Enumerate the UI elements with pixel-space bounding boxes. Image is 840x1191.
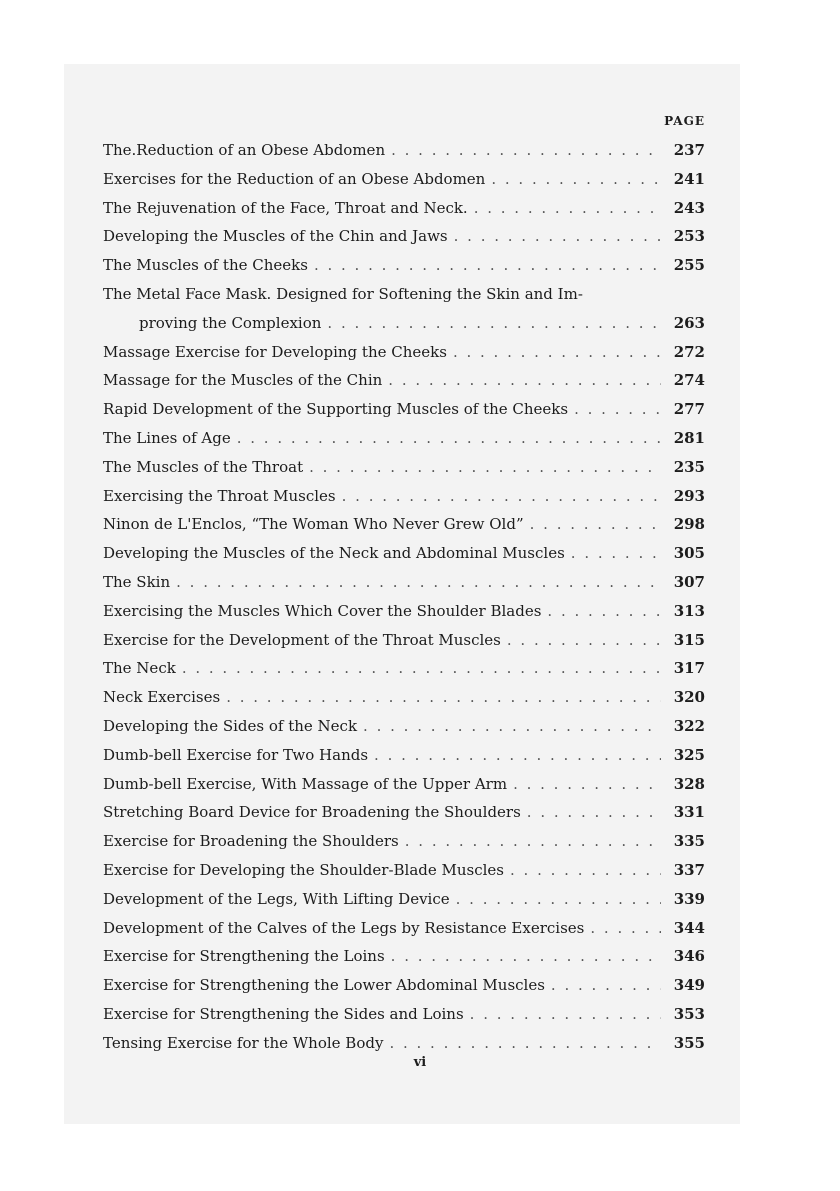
dot-leader — [388, 366, 661, 395]
toc-entry — [103, 338, 705, 367]
toc-entry-title: Exercise for Developing the Shoulder-Blade Muscles — [103, 860, 505, 879]
toc-entry — [103, 453, 705, 482]
toc-entry-title: The Muscles of the Throat — [103, 457, 304, 476]
toc-entry-title: The Metal Face Mask. Designed for Softening the Skin and Im- — [103, 284, 583, 303]
dot-leader — [574, 395, 661, 424]
toc-entry-page: 253 — [673, 227, 705, 246]
dot-leader — [530, 510, 661, 539]
toc-entry-page: 331 — [673, 803, 705, 822]
dot-leader — [474, 194, 661, 223]
toc-entry-page: 317 — [673, 659, 705, 678]
table-of-contents — [103, 136, 705, 1058]
toc-entry — [103, 280, 705, 338]
toc-entry-title: Dumb-bell Exercise for Two Hands — [103, 745, 369, 764]
toc-entry-page: 293 — [673, 486, 705, 505]
toc-entry — [103, 885, 705, 914]
toc-entry — [103, 683, 705, 712]
dot-leader — [547, 597, 661, 626]
dot-leader — [527, 798, 661, 827]
toc-entry-title: Exercise for Broadening the Shoulders — [103, 832, 399, 851]
toc-entry-title: The Rejuvenation of the Face, Throat and Neck. — [103, 198, 468, 217]
dot-leader — [405, 827, 661, 856]
toc-entry — [103, 424, 705, 453]
dot-leader — [226, 683, 661, 712]
toc-entry-title: Exercises for the Reduction of an Obese Abdomen — [103, 169, 486, 188]
toc-entry-title: Developing the Sides of the Neck — [103, 716, 358, 735]
toc-entry-page: 355 — [673, 1033, 705, 1052]
toc-entry-title: Massage Exercise for Developing the Cheeks — [103, 342, 447, 361]
toc-entry-page: 325 — [673, 745, 705, 764]
toc-entry — [103, 568, 705, 597]
toc-entry — [103, 741, 705, 770]
toc-entry-page: 337 — [673, 860, 705, 879]
toc-entry-page: 315 — [673, 630, 705, 649]
toc-entry-page: 339 — [673, 889, 705, 908]
dot-leader — [391, 136, 661, 165]
toc-entry — [103, 712, 705, 741]
toc-entry-page: 243 — [673, 198, 705, 217]
dot-leader — [342, 482, 661, 511]
toc-entry-page: 344 — [673, 918, 705, 937]
dot-leader — [491, 165, 661, 194]
toc-entry-page: 237 — [673, 141, 705, 159]
toc-entry-page: 255 — [673, 256, 705, 275]
toc-entry-page: 307 — [673, 572, 705, 591]
toc-entry — [103, 395, 705, 424]
toc-entry-page: 322 — [673, 716, 705, 735]
toc-entry-title: Exercise for Strengthening the Sides and Loins — [103, 1004, 464, 1023]
toc-entry-title: The.Reduction of an Obese Abdomen — [103, 141, 386, 159]
toc-entry — [103, 827, 705, 856]
dot-leader — [590, 914, 661, 943]
toc-entry — [103, 510, 705, 539]
dot-leader — [456, 885, 661, 914]
page-column-header: PAGE — [664, 114, 705, 128]
toc-entry-page: 235 — [673, 457, 705, 476]
toc-entry — [103, 654, 705, 683]
toc-entry — [103, 194, 705, 223]
toc-entry-title: Developing the Muscles of the Chin and Jaws — [103, 227, 448, 246]
toc-entry-page: 349 — [673, 976, 705, 995]
toc-entry-page: 241 — [673, 169, 705, 188]
toc-entry — [103, 770, 705, 799]
dot-leader — [176, 568, 661, 597]
toc-entry — [103, 482, 705, 511]
toc-entry-title: Exercise for Strengthening the Loins — [103, 947, 385, 966]
dot-leader — [453, 338, 661, 367]
toc-entry-page: 263 — [673, 313, 705, 332]
toc-entry-continuation — [103, 309, 705, 338]
toc-entry-title: The Skin — [103, 572, 171, 591]
toc-entry-title: Massage for the Muscles of the Chin — [103, 371, 383, 390]
dot-leader — [389, 1029, 661, 1058]
dot-leader — [507, 626, 661, 655]
toc-entry-page: 298 — [673, 515, 705, 534]
toc-entry — [103, 366, 705, 395]
toc-entry — [103, 856, 705, 885]
toc-entry-page: 274 — [673, 371, 705, 390]
dot-leader — [510, 856, 661, 885]
toc-entry-title-continued: proving the Complexion — [139, 313, 322, 332]
toc-entry — [103, 798, 705, 827]
toc-entry — [103, 914, 705, 943]
dot-leader — [470, 1000, 661, 1029]
toc-entry — [103, 971, 705, 1000]
toc-entry-title: Exercise for the Development of the Throat Muscles — [103, 630, 501, 649]
dot-leader — [374, 741, 661, 770]
dot-leader — [454, 222, 661, 251]
toc-entry — [103, 1029, 705, 1058]
dot-leader — [391, 942, 661, 971]
dot-leader — [314, 251, 661, 280]
toc-entry-title: Neck Exercises — [103, 688, 221, 707]
toc-entry — [103, 539, 705, 568]
toc-entry — [103, 597, 705, 626]
toc-entry-page: 328 — [673, 774, 705, 793]
page-number: vi — [413, 1055, 427, 1070]
toc-entry-title: Development of the Calves of the Legs by Resistance Exercises — [103, 918, 585, 937]
dot-leader — [551, 971, 661, 1000]
dot-leader — [363, 712, 661, 741]
toc-entry-title: The Lines of Age — [103, 428, 231, 447]
toc-entry — [103, 942, 705, 971]
toc-entry-title: Exercising the Throat Muscles — [103, 486, 336, 505]
toc-entry — [103, 626, 705, 655]
toc-entry-page: 277 — [673, 400, 705, 419]
dot-leader — [309, 453, 661, 482]
toc-entry-page: 272 — [673, 342, 705, 361]
dot-leader — [327, 309, 661, 338]
toc-entry-title: Tensing Exercise for the Whole Body — [103, 1033, 384, 1052]
toc-entry-title: Ninon de L'Enclos, “The Woman Who Never Grew Old” — [103, 515, 524, 534]
toc-entry — [103, 136, 705, 165]
toc-entry-page: 281 — [673, 428, 705, 447]
dot-leader — [571, 539, 661, 568]
toc-entry-title: Rapid Development of the Supporting Muscles of the Cheeks — [103, 400, 569, 419]
toc-entry-title: Exercising the Muscles Which Cover the Shoulder Blades — [103, 601, 542, 620]
dot-leader — [237, 424, 661, 453]
toc-entry-title: Exercise for Strengthening the Lower Abdominal Muscles — [103, 976, 545, 995]
toc-entry — [103, 1000, 705, 1029]
toc-entry-page: 346 — [673, 947, 705, 966]
toc-entry-page: 305 — [673, 544, 705, 563]
toc-entry-page: 313 — [673, 601, 705, 620]
toc-entry-title: Development of the Legs, With Lifting Device — [103, 889, 450, 908]
dot-leader — [513, 770, 661, 799]
dot-leader — [182, 654, 661, 683]
toc-entry-page: 335 — [673, 832, 705, 851]
toc-entry — [103, 222, 705, 251]
toc-entry-title: The Muscles of the Cheeks — [103, 256, 308, 275]
toc-entry-page: 353 — [673, 1004, 705, 1023]
toc-entry — [103, 165, 705, 194]
toc-entry-title: Dumb-bell Exercise, With Massage of the Upper Arm — [103, 774, 508, 793]
toc-entry — [103, 251, 705, 280]
toc-entry-title: The Neck — [103, 659, 176, 678]
toc-entry-title: Stretching Board Device for Broadening the Shoulders — [103, 803, 521, 822]
toc-entry-title: Developing the Muscles of the Neck and Abdominal Muscles — [103, 544, 565, 563]
toc-entry-page: 320 — [673, 688, 705, 707]
